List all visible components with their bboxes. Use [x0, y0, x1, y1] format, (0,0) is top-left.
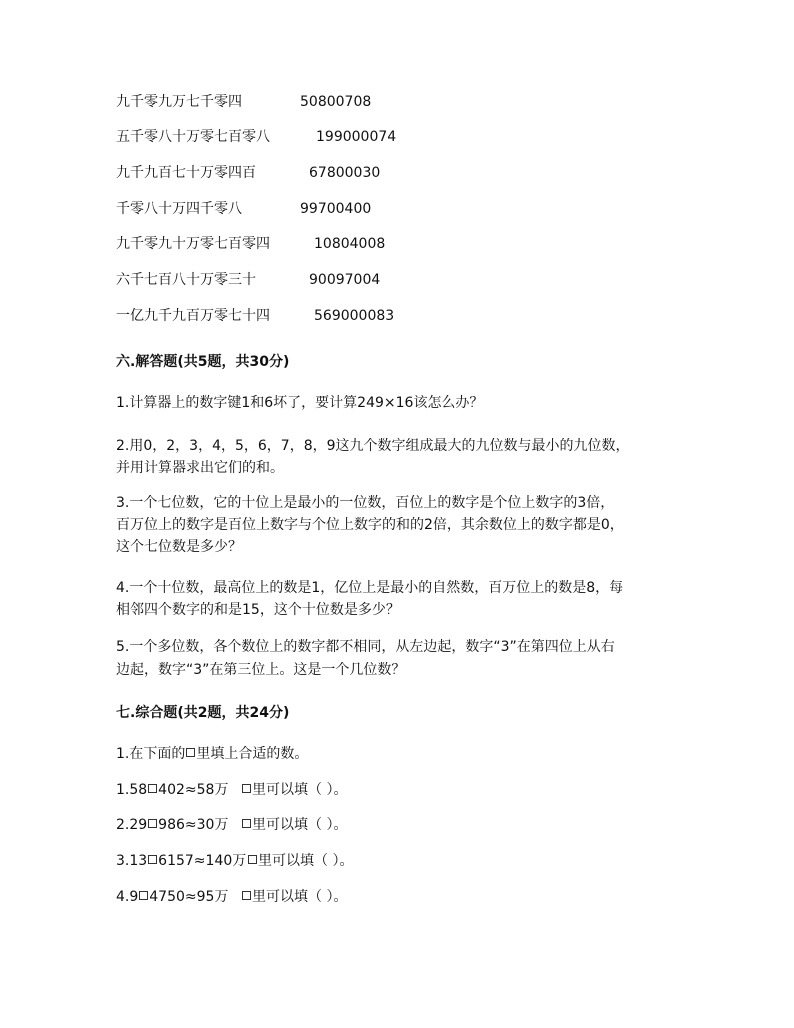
question-1: 1.计算器上的数字键1和6坏了，要计算249×16该怎么办？ [116, 395, 484, 411]
sub-question-expr: 986≈30万 [158, 817, 229, 833]
match-words: 九千九百七十万零四百 [116, 165, 256, 181]
match-words: 千零八十万四千零八 [116, 201, 242, 217]
blank-box-icon [242, 819, 251, 828]
match-number: 569000083 [314, 308, 395, 324]
question-3-line: 3.一个七位数，它的十位上是最小的一位数，百位上的数字是个位上数字的3倍， [116, 495, 615, 511]
match-number: 50800708 [300, 94, 372, 110]
match-number: 67800030 [309, 165, 381, 181]
blank-box-icon [139, 891, 148, 900]
match-words: 五千零八十万零七百零八 [116, 129, 270, 145]
match-number: 199000074 [316, 129, 397, 145]
match-row [116, 163, 381, 183]
sub-question [116, 815, 348, 835]
question-5-line: 边起，数字“3”在第三位上。这是一个几位数？ [116, 662, 406, 678]
question-5-line: 5.一个多位数，各个数位上的数字都不相同，从左边起，数字“3”在第四位上从右 [116, 639, 615, 655]
match-row [116, 199, 372, 219]
question-2-line: 并用计算器求出它们的和。 [116, 460, 284, 476]
question-3-line: 百万位上的数字是百位上数字与个位上数字的和的2倍，其余数位上的数字都是0， [116, 517, 624, 533]
sub-question-prefix: 3.13 [116, 853, 148, 869]
match-row [116, 234, 386, 254]
blank-box-icon [242, 891, 251, 900]
sub-question [116, 851, 354, 871]
match-number: 99700400 [300, 201, 372, 217]
sub-question-blank [241, 815, 347, 835]
match-row [116, 306, 395, 326]
blank-box-icon [148, 855, 157, 864]
match-number: 90097004 [309, 272, 381, 288]
blank-box-icon [148, 819, 157, 828]
sub-question [116, 887, 348, 907]
sub-question [116, 780, 348, 800]
sub-question-blank [247, 851, 353, 871]
intro-text: 里填上合适的数。 [196, 746, 309, 762]
match-words: 六千七百八十万零三十 [116, 272, 256, 288]
sub-question-expr: 4750≈95万 [149, 889, 229, 905]
blank-box-icon [186, 748, 195, 757]
match-row [116, 127, 397, 147]
blank-box-icon [242, 784, 251, 793]
sub-question-prefix: 4.9 [116, 889, 139, 905]
sub-question-expr: 6157≈140万 [158, 853, 247, 869]
match-row [116, 270, 381, 290]
match-words: 九千零九十万零七百零四 [116, 236, 270, 252]
question-3-line: 这个七位数是多少？ [116, 539, 242, 555]
section7-heading: 七.综合题(共2题，共24分) [116, 705, 290, 721]
sub-question-prefix: 2.29 [116, 817, 148, 833]
section7-intro [116, 744, 308, 764]
blank-text: 里可以填（ ）。 [258, 853, 354, 869]
match-words: 一亿九千九百万零七十四 [116, 308, 270, 324]
blank-box-icon [248, 855, 257, 864]
question-4-line: 4.一个十位数，最高位上的数是1，亿位上是最小的自然数，百万位上的数是8，每 [116, 580, 624, 596]
match-words: 九千零九万七千零四 [116, 94, 242, 110]
match-number: 10804008 [314, 236, 386, 252]
match-row [116, 92, 372, 112]
sub-question-prefix: 1.58 [116, 782, 148, 798]
question-2-line: 2.用0，2，3，4，5，6，7，8，9这九个数字组成最大的九位数与最小的九位数， [116, 438, 630, 454]
blank-text: 里可以填（ ）。 [252, 817, 348, 833]
sub-question-expr: 402≈58万 [158, 782, 229, 798]
blank-text: 里可以填（ ）。 [252, 782, 348, 798]
question-4-line: 相邻四个数字的和是15，这个十位数是多少？ [116, 602, 400, 618]
section6-heading: 六.解答题(共5题，共30分) [116, 354, 290, 370]
sub-question-blank [241, 887, 347, 907]
sub-question-blank [241, 780, 347, 800]
blank-text: 里可以填（ ）。 [252, 889, 348, 905]
intro-text: 1.在下面的 [116, 746, 186, 762]
blank-box-icon [148, 784, 157, 793]
